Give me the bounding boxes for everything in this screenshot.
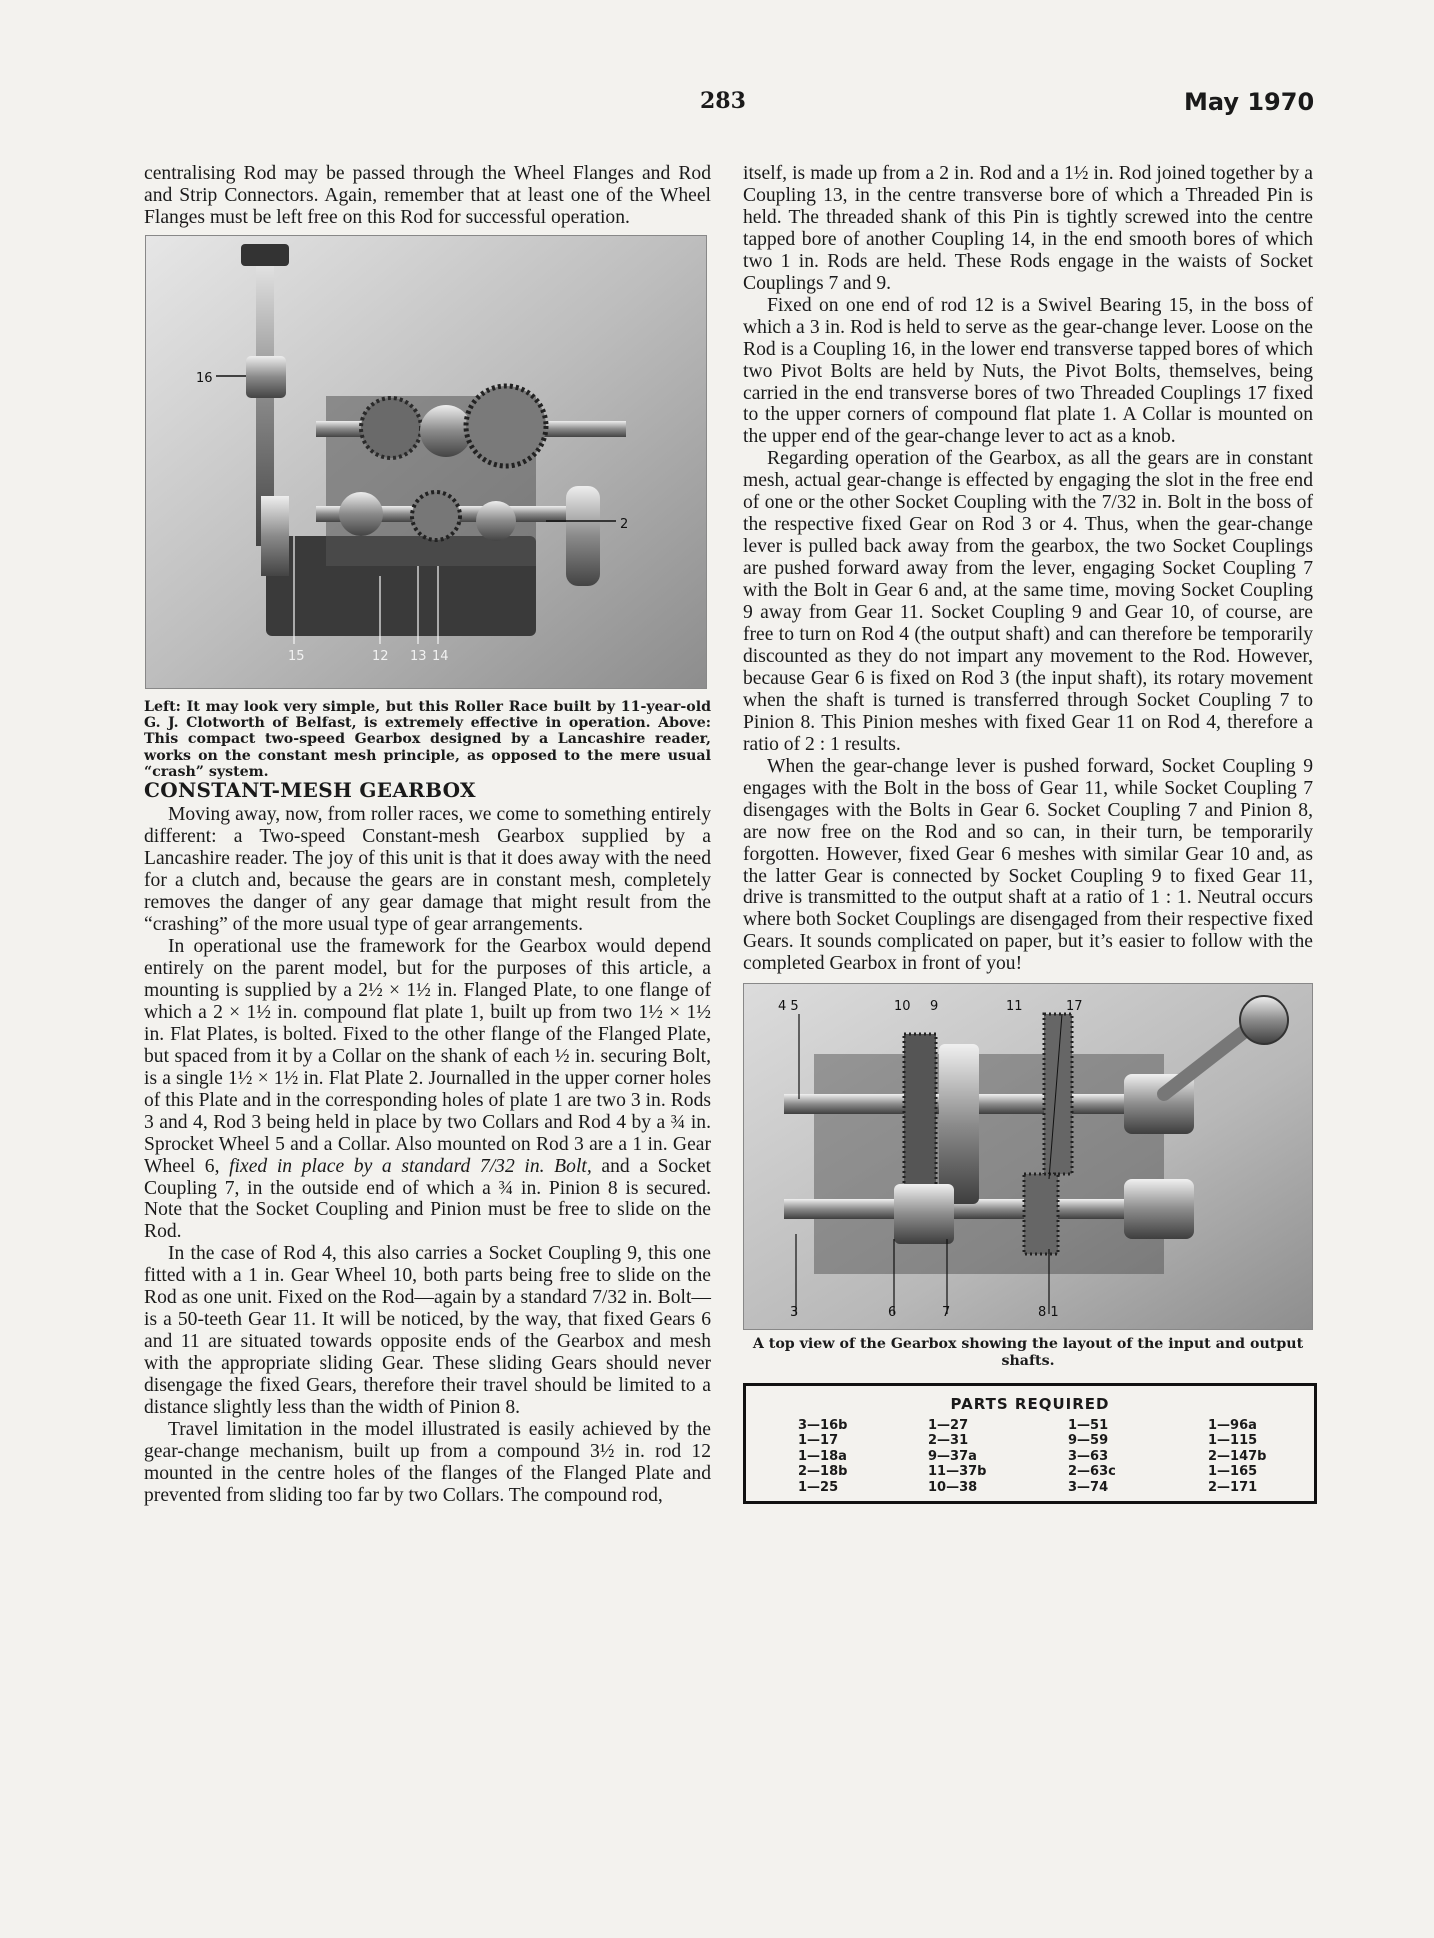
callout-8-1: 8 1 <box>1038 1305 1059 1321</box>
paragraph-text: and a Socket Coupling 7, in the outside end of which a ¾ in. Pinion 8 is secured. Note that the Socket Coupling and Pinion must be free to slide on the Rod. <box>144 1155 711 1243</box>
paragraph: In the case of Rod 4, this also carries a Socket Coupling 9, this one fitted with a 1 in. Gear Wheel 10, both parts being free to slide on the Rod as one unit. Fixed on the Rod—again by a standard 7/32 in. Bolt—is a 50-teeth Gear 11. It will be noticed, by the way, that fixed Gears 6 and 11 are situated towards opposite ends of the Gearbox and mesh with the appropriate sliding Gear. These sliding Gears should never disengage the fixed Gears, therefore their travel should be limited to a distance slightly less than the width of Pinion 8. <box>144 1243 711 1419</box>
parts-column <box>1208 1418 1328 1496</box>
part-item: 9—59 <box>1068 1433 1109 1449</box>
photo-caption: Left: It may look very simple, but this Roller Race built by 11-year-old G. J. Clotworth of Belfast, is extremely effective in operation. Above: This compact two-speed Gearbox designed by a Lancashire reader, works on the constant mesh principle, as opposed to the mere usual “crash” system. <box>144 698 711 781</box>
page-number: 283 <box>700 88 746 114</box>
part-item: 1—115 <box>1208 1433 1258 1449</box>
part-item: 9—37a <box>928 1448 977 1464</box>
part-item: 2—31 <box>928 1433 969 1449</box>
paragraph: itself, is made up from a 2 in. Rod and a 1½ in. Rod joined together by a Coupling 13, in the centre transverse bore of which a Threaded Pin is held. The threaded shank of this Pin is tightly screwed into the centre tapped bore of another Coupling 14, in the end smooth bores of which two 1 in. Rods are held. These Rods engage in the waists of Socket Couplings 7 and 9. <box>743 163 1313 294</box>
part-item: 10—38 <box>928 1479 978 1495</box>
gearbox-side-illustration <box>146 236 706 688</box>
paragraph: Regarding operation of the Gearbox, as all the gears are in constant mesh, actual gear-change is effected by engaging the slot in the free end of one or the other Socket Coupling with the 7/32 in. Bolt in the boss of the respective fixed Gear on Rod 3 or 4. Thus, when the gear-change lever is pulled back away from the gearbox, the two Socket Couplings are pushed forward away from the lever, engaging Socket Coupling 7 with the Bolt in Gear 6 and, at the same time, moving Socket Coupling 9 away from Gear 11. Socket Coupling 9 and Gear 10, of course, are free to turn on Rod 4 (the output shaft) and can therefore be temporarily discounted as they do not impart any movement to the Rod. However, because Gear 6 is fixed on Rod 3 (the input shaft), its rotary movement when the shaft is turned is transferred through Socket Coupling 7 to Pinion 8. This Pinion meshes with fixed Gear 11 on Rod 4, therefore a ratio of 2 : 1 results. <box>743 448 1313 755</box>
callout-16: 16 <box>196 370 213 386</box>
callout-4-5: 4 5 <box>778 999 799 1015</box>
callout-9: 9 <box>930 999 939 1015</box>
part-item: 2—171 <box>1208 1479 1258 1495</box>
parts-required-box <box>743 1383 1317 1504</box>
gearbox-top-illustration <box>744 984 1312 1329</box>
paragraph <box>144 936 711 1243</box>
paragraph-text: In operational use the framework for the Gearbox would depend entirely on the parent model, but for the purposes of this article, a mounting is supplied by a 2½ × 1½ in. Flanged Plate, to one flange of which a 2 × 1½ in. compound flat plate 1, built up from two 1½ × 1½ in. Flat Plates, is bolted. Fixed to the other flange of the Flanged Plate, but spaced from it by a Collar on the shank of each ½ in. securing Bolt, is a single 1½ × 1½ in. Flat Plate 2. Journalled in the upper corner holes of this Plate and in the corresponding holes of plate 1 are two 3 in. Rods 3 and 4, Rod 3 being held in place by two Collars and Rod 4 by a ¾ in. Sprocket Wheel 5 and a Collar. Also mounted on Rod 3 are a 1 in. Gear Wheel 6, <box>144 936 711 1177</box>
part-item: 1—27 <box>928 1417 969 1433</box>
parts-grid <box>746 1418 1314 1496</box>
part-item: 1—17 <box>798 1433 839 1449</box>
part-item: 1—51 <box>1068 1417 1109 1433</box>
gearbox-top-photo <box>743 983 1313 1330</box>
issue-date: May 1970 <box>1184 88 1315 116</box>
part-item: 2—63c <box>1068 1464 1116 1480</box>
parts-column <box>928 1418 1068 1496</box>
left-column <box>144 163 711 1507</box>
page-header <box>0 88 1434 118</box>
part-item: 11—37b <box>928 1464 987 1480</box>
callout-6: 6 <box>888 1305 897 1321</box>
callout-3: 3 <box>790 1305 799 1321</box>
part-item: 3—63 <box>1068 1448 1109 1464</box>
section-heading: CONSTANT-MESH GEARBOX <box>144 778 476 803</box>
callout-14: 14 <box>432 648 449 664</box>
part-item: 1—96a <box>1208 1417 1257 1433</box>
callout-2: 2 <box>620 516 629 532</box>
part-item: 3—74 <box>1068 1479 1109 1495</box>
callout-17: 17 <box>1066 999 1083 1015</box>
callout-13: 13 <box>410 648 427 664</box>
part-item: 2—18b <box>798 1464 848 1480</box>
intro-paragraph: centralising Rod may be passed through the Wheel Flanges and Rod and Strip Connectors. Again, remember that at least one of the Wheel Flanges must be left free on this Rod for successful operation. <box>144 163 711 228</box>
part-item: 1—25 <box>798 1479 839 1495</box>
parts-title: PARTS REQUIRED <box>950 1394 1110 1413</box>
paragraph: Travel limitation in the model illustrated is easily achieved by the gear-change mechanism, built up from a compound 3½ in. rod 12 mounted in the centre holes of the flanges of the Flanged Plate and prevented from sliding too far by two Collars. The compound rod, <box>144 1418 711 1506</box>
callout-11: 11 <box>1006 999 1023 1015</box>
callout-12: 12 <box>372 648 389 664</box>
paragraph: When the gear-change lever is pushed forward, Socket Coupling 9 engages with the Bolt in the boss of Gear 11, while Socket Coupling 7 disengages with the Bolts in Gear 6. Socket Coupling 7 and Pinion 8, are now free on the Rod and so can, in their turn, be temporarily forgotten. However, fixed Gear 6 meshes with similar Gear 10 and, as the latter Gear is connected by Socket Coupling 9 to fixed Gear 11, drive is transmitted to the output shaft at a ratio of 1 : 1. Neutral occurs where both Socket Couplings are disengaged from their respective fixed Gears. It sounds complicated on paper, but it’s easier to follow with the completed Gearbox in front of you! <box>743 755 1313 975</box>
part-item: 1—18a <box>798 1448 847 1464</box>
photo-caption: A top view of the Gearbox showing the layout of the input and output shafts. <box>752 1336 1304 1369</box>
paragraph: Moving away, now, from roller races, we come to something entirely different: a Two-speed Constant-mesh Gearbox supplied by a Lancashire reader. The joy of this unit is that it does away with the need for a clutch and, because the gears are in constant mesh, completely removes the danger of any gear damage that might result from the “crashing” of the more usual type of gear arrangements. <box>144 804 711 936</box>
parts-column <box>1068 1418 1208 1496</box>
part-item: 1—165 <box>1208 1464 1258 1480</box>
right-column <box>743 163 1313 1504</box>
callout-10: 10 <box>894 999 911 1015</box>
italic-phrase: fixed in place by a standard 7/32 in. Bolt, <box>229 1155 592 1177</box>
callout-15: 15 <box>288 648 305 664</box>
paragraph: Fixed on one end of rod 12 is a Swivel Bearing 15, in the boss of which a 3 in. Rod is held to serve as the gear-change lever. Loose on the Rod is a Coupling 16, in the lower end transverse tapped bores of which two Pivot Bolts are held by Nuts, the Pivot Bolts, themselves, being carried in the end transverse bores of two Threaded Couplings 17 fixed to the upper corners of compound flat plate 1. A Collar is mounted on the upper end of the gear-change lever to act as a knob. <box>743 294 1313 448</box>
parts-column <box>798 1418 928 1496</box>
part-item: 2—147b <box>1208 1448 1267 1464</box>
callout-7: 7 <box>942 1305 951 1321</box>
gearbox-side-photo <box>145 235 707 689</box>
part-item: 3—16b <box>798 1417 848 1433</box>
